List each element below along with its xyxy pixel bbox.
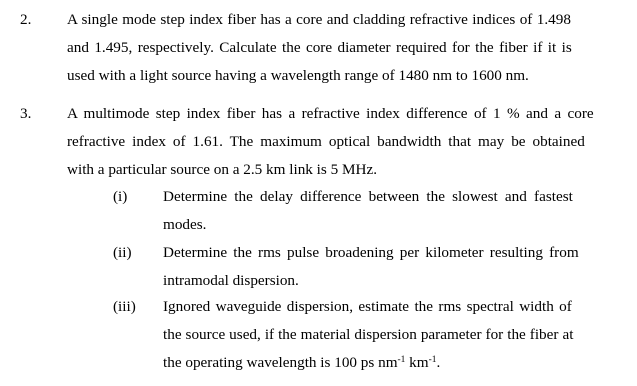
subpart-text	[163, 239, 595, 295]
text-line	[67, 128, 597, 156]
superscript-exponent: -1	[428, 354, 437, 365]
text-line-with-units	[163, 349, 595, 377]
text-line-content: Determine the delay difference between the slowest and fastest	[163, 188, 573, 205]
text-line-content: Ignored waveguide dispersion, estimate the rms spectral width of	[163, 298, 572, 315]
superscript-exponent: -1	[397, 354, 406, 365]
text-line-content: and 1.495, respectively. Calculate the core diameter required for the fiber if it is	[67, 39, 572, 56]
subpart-label: (ii)	[113, 244, 132, 261]
subpart-label: (i)	[113, 188, 128, 205]
text-line	[163, 293, 595, 321]
subpart-text	[163, 293, 595, 377]
text-segment: km	[405, 354, 429, 371]
text-segment: the operating wavelength is 100 ps nm	[163, 354, 398, 371]
text-line	[67, 100, 597, 128]
problem-text	[67, 6, 597, 90]
text-line-content: the source used, if the material dispersion parameter for the fiber at	[163, 326, 574, 343]
text-line	[67, 34, 597, 62]
text-line	[163, 239, 595, 267]
text-line-content: refractive index of 1.61. The maximum optical bandwidth that may be obtained	[67, 133, 585, 150]
text-line: modes.	[163, 216, 207, 233]
subpart-text	[163, 183, 595, 239]
problem-text	[67, 100, 597, 184]
text-line	[163, 183, 595, 211]
text-line: intramodal dispersion.	[163, 272, 299, 289]
text-line	[163, 321, 595, 349]
subpart-label: (iii)	[113, 298, 136, 315]
text-line: used with a light source having a wavelength range of 1480 nm to 1600 nm.	[67, 67, 529, 84]
text-line: with a particular source on a 2.5 km link is 5 MHz.	[67, 161, 378, 178]
problem-number: 3.	[20, 105, 32, 122]
problem-number: 2.	[20, 11, 32, 28]
text-segment: .	[436, 354, 441, 371]
text-line	[67, 6, 597, 34]
text-line-content: A single mode step index fiber has a core and cladding refractive indices of 1.498	[67, 11, 571, 28]
text-line-content: A multimode step index fiber has a refractive index difference of 1 % and a core	[67, 105, 594, 122]
text-line-content: Determine the rms pulse broadening per kilometer resulting from	[163, 244, 579, 261]
